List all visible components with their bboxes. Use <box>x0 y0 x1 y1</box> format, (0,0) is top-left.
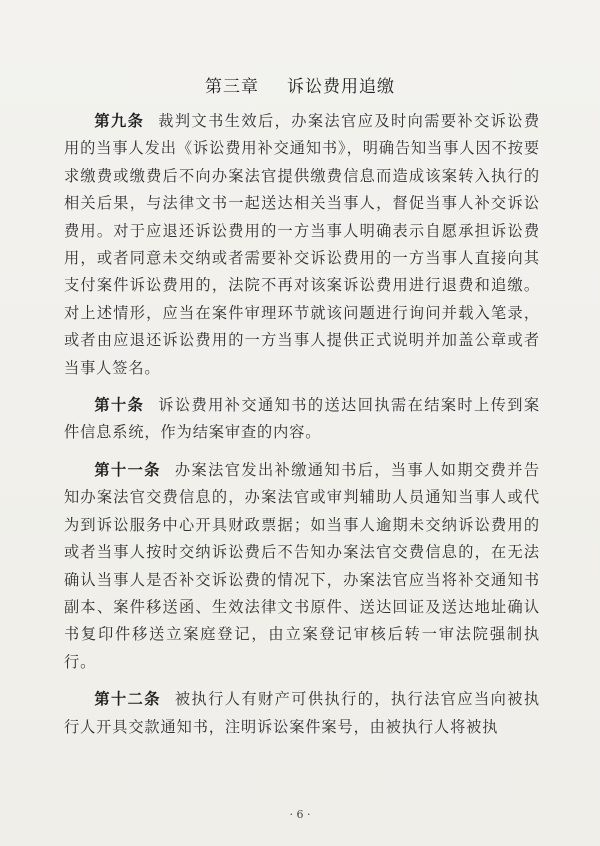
article-number: 第十二条 <box>94 690 161 709</box>
article-number: 第十条 <box>94 396 145 415</box>
article-text: 被执行人有财产可供执行的，执行法官应当向被执行人开具交款通知书，注明诉讼案件案号，由被执行人将被执 <box>64 690 540 736</box>
chapter-title: 诉讼费用追缴 <box>287 77 395 97</box>
page-number: · 6 · <box>289 808 311 821</box>
article-11 <box>64 457 540 676</box>
article-text: 办案法官发出补缴通知书后，当事人如期交费并告知办案法官交费信息的，办案法官或审判辅助人员通知当事人或代为到诉讼服务中心开具财政票据；如当事人逾期未交纳诉讼费用的或者当事人按时交纳诉讼费后不告知办案法官交费信息的，在无法确认当事人是否补交诉讼费的情况下，办案法官应当将补交通知书副本、案件移送函、生效法律文书原件、送达回证及送达地址确认书复印件移送立案庭登记，由立案登记审核后转一审法院强制执行。 <box>64 460 540 671</box>
article-text: 裁判文书生效后，办案法官应及时向需要补交诉讼费用的当事人发出《诉讼费用补交通知书》，明确告知当事人因不按要求缴费或缴费后不向办案法官提供缴费信息而造成该案转入执行的相关后果，与法律文书一起送达相关当事人，督促当事人补交诉讼费用。对于应退还诉讼费用的一方当事人明确表示自愿承担诉讼费用，或者同意未交纳或者需要补交诉讼费用的一方当事人直接向其支付案件诉讼费用的，法院不再对该案诉讼费用进行退费和追缴。对上述情形，应当在案件审理环节就该问题进行询问并载入笔录，或者由应退还诉讼费用的一方当事人提供正式说明并加盖公章或者当事人签名。 <box>64 112 541 377</box>
article-text: 诉讼费用补交通知书的送达回执需在结案时上传到案件信息系统，作为结案审查的内容。 <box>64 396 541 442</box>
chapter-number: 第三章 <box>205 77 259 97</box>
article-number: 第九条 <box>94 112 145 130</box>
document-body <box>64 108 540 751</box>
article-12 <box>64 686 540 741</box>
article-9 <box>64 108 540 382</box>
article-10 <box>64 392 540 447</box>
article-number: 第十一条 <box>94 460 161 479</box>
chapter-heading <box>0 72 600 97</box>
